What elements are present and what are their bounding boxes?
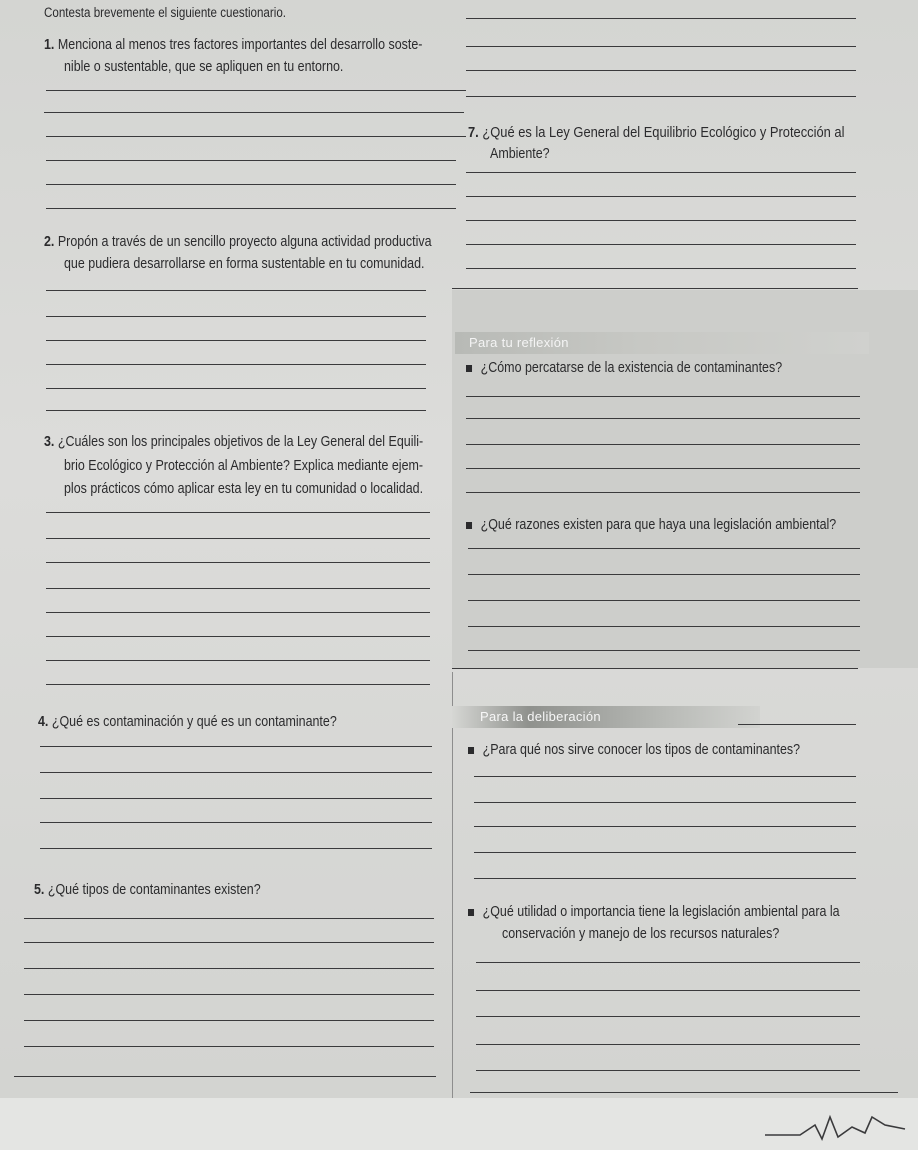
answer-line <box>46 290 426 291</box>
answer-line <box>476 962 860 963</box>
answer-line <box>466 196 856 197</box>
bullet-text: ¿Qué razones existen para que haya una legislación ambiental? <box>480 517 837 533</box>
answer-line <box>466 172 856 173</box>
deliberacion-bullet-2 <box>468 902 840 923</box>
answer-line <box>46 512 430 513</box>
question-3 <box>44 432 423 453</box>
answer-line <box>466 418 860 419</box>
answer-line <box>46 90 466 91</box>
answer-line <box>466 492 860 493</box>
answer-line <box>452 668 858 669</box>
answer-line <box>24 1046 434 1047</box>
reflexion-banner: Para tu reflexión <box>455 332 869 354</box>
answer-line <box>468 574 860 575</box>
question-2 <box>44 232 432 253</box>
answer-line <box>44 112 464 113</box>
answer-line <box>476 1016 860 1017</box>
question-text: ¿Cuáles son los principales objetivos de la Ley General del Equili- <box>57 434 424 450</box>
bullet-text: ¿Cómo percatarse de la existencia de contaminantes? <box>480 360 783 376</box>
answer-line <box>474 878 856 879</box>
question-4 <box>38 712 337 733</box>
answer-line <box>466 220 856 221</box>
question-number: 5. <box>34 882 45 898</box>
bullet-text: ¿Qué utilidad o importancia tiene la legislación ambiental para la <box>482 904 840 920</box>
question-1 <box>44 35 422 56</box>
answer-line <box>466 46 856 47</box>
deliberacion-bullet-2-continuation: conservación y manejo de los recursos naturales? <box>502 926 780 942</box>
answer-line <box>46 160 456 161</box>
answer-line <box>474 852 856 853</box>
answer-line <box>24 918 434 919</box>
question-5 <box>34 880 261 901</box>
handwritten-scribble <box>760 1105 910 1145</box>
answer-line <box>40 772 432 773</box>
reflexion-bullet-1 <box>466 358 782 379</box>
answer-line <box>466 268 856 269</box>
bullet-icon <box>466 365 472 372</box>
answer-line <box>24 994 434 995</box>
question-number: 3. <box>44 434 55 450</box>
answer-line <box>466 18 856 19</box>
question-number: 7. <box>468 124 479 141</box>
answer-line <box>24 1020 434 1021</box>
deliberacion-banner: Para la deliberación <box>452 706 760 728</box>
reflexion-bullet-2 <box>466 515 836 536</box>
answer-line <box>40 798 432 799</box>
answer-line <box>476 1070 860 1071</box>
answer-line <box>40 822 432 823</box>
question-text: Propón a través de un sencillo proyecto alguna actividad productiva <box>57 234 432 250</box>
bullet-icon <box>468 909 474 916</box>
answer-line <box>466 468 860 469</box>
question-text: Menciona al menos tres factores importantes del desarrollo soste- <box>57 37 423 53</box>
answer-line <box>46 562 430 563</box>
bullet-icon <box>468 747 474 754</box>
answer-line <box>46 136 466 137</box>
question-text: ¿Qué es contaminación y qué es un contaminante? <box>51 714 337 730</box>
answer-line <box>46 660 430 661</box>
answer-line <box>468 600 860 601</box>
answer-line <box>40 746 432 747</box>
question-text: ¿Qué es la Ley General del Equilibrio Ecológico y Protección al <box>482 124 845 141</box>
question-7 <box>468 122 844 143</box>
question-number: 4. <box>38 714 49 730</box>
answer-line <box>476 1044 860 1045</box>
answer-line <box>40 848 432 849</box>
answer-line <box>474 802 856 803</box>
answer-line <box>474 826 856 827</box>
answer-line <box>468 626 860 627</box>
answer-line <box>474 776 856 777</box>
answer-line <box>46 538 430 539</box>
answer-line <box>46 684 430 685</box>
answer-line <box>468 548 860 549</box>
answer-line <box>468 650 860 651</box>
question-2-continuation: que pudiera desarrollarse en forma sustentable en tu comunidad. <box>64 256 425 272</box>
answer-line <box>466 444 860 445</box>
answer-line <box>46 588 430 589</box>
answer-line <box>470 1092 898 1093</box>
answer-line <box>466 396 860 397</box>
bullet-text: ¿Para qué nos sirve conocer los tipos de contaminantes? <box>482 742 801 758</box>
column-divider <box>452 672 453 1098</box>
answer-line <box>24 968 434 969</box>
answer-line <box>476 990 860 991</box>
page-instructions: Contesta brevemente el siguiente cuestionario. <box>44 5 287 20</box>
question-text: ¿Qué tipos de contaminantes existen? <box>47 882 261 898</box>
answer-line <box>466 70 856 71</box>
question-number: 2. <box>44 234 55 250</box>
answer-line <box>466 96 856 97</box>
answer-line <box>46 340 426 341</box>
question-1-continuation: nible o sustentable, que se apliquen en tu entorno. <box>64 59 344 75</box>
answer-line <box>46 184 456 185</box>
answer-line <box>46 410 426 411</box>
answer-line <box>46 388 426 389</box>
bullet-icon <box>466 522 472 529</box>
answer-line <box>46 208 456 209</box>
answer-line <box>452 288 858 289</box>
answer-line <box>738 724 856 725</box>
answer-line <box>46 612 430 613</box>
question-3-continuation-1: brio Ecológico y Protección al Ambiente? Explica mediante ejem- <box>64 458 424 474</box>
answer-line <box>14 1076 436 1077</box>
answer-line <box>46 364 426 365</box>
deliberacion-bullet-1 <box>468 740 800 761</box>
question-7-continuation: Ambiente? <box>490 146 550 162</box>
answer-line <box>46 316 426 317</box>
question-3-continuation-2: plos prácticos cómo aplicar esta ley en tu comunidad o localidad. <box>64 481 424 497</box>
answer-line <box>46 636 430 637</box>
answer-line <box>24 942 434 943</box>
answer-line <box>466 244 856 245</box>
question-number: 1. <box>44 37 55 53</box>
